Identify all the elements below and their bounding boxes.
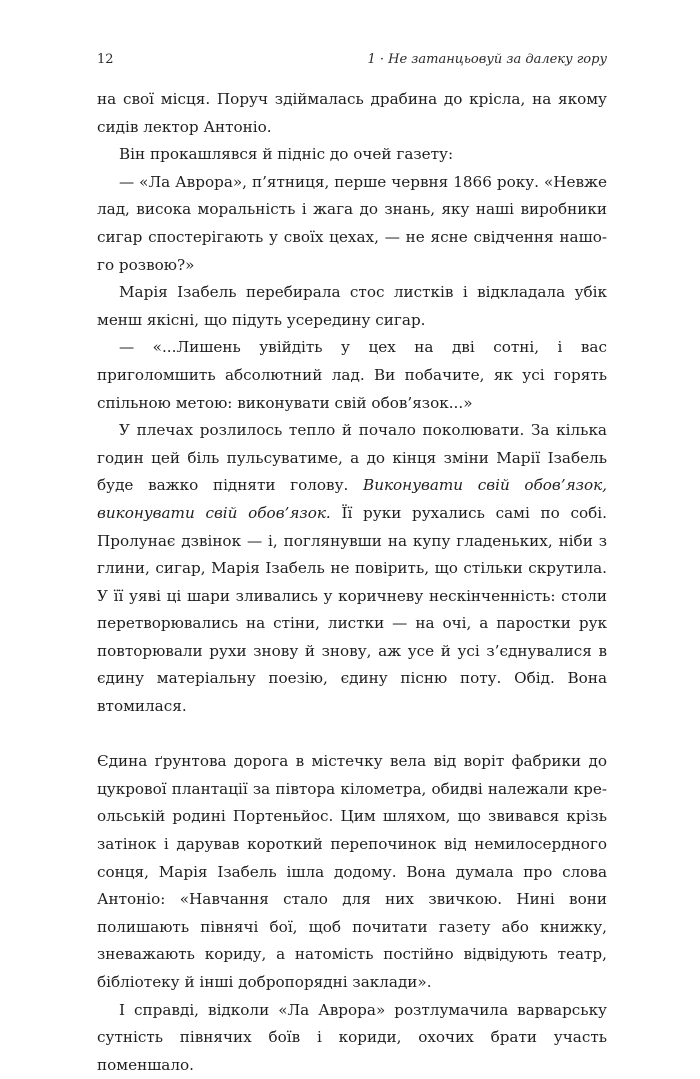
paragraph: Він прокашлявся й підніс до очей газету: <box>119 145 454 164</box>
paragraph: Єдина ґрунтова дорога в містечку вела від воріт фабрики до цукрової плантації за півтора кілометра, обидві належали креольській родині Портеньйос. Цим шляхом, що звивався крізь затінок і дарував короткий перепочинок від немилосердного сонця, Марія Ізабель ішла додому. Вона думала про слова Антоніо: «Навчання стало для них звичкою. Нині вони полишають півнячі бої, щоб почитати газету або книжку, зневажають кориду, а натомість постійно відвідують театр, бібліотеку й інші добропорядні заклади». <box>97 752 607 991</box>
paragraph: на свої місця. Поруч здіймалась драбина до крісла, на якому сидів лектор Антоніо. <box>97 90 607 136</box>
paragraph: — «Ла Аврора», п’ятниця, перше червня 1866 року. «Невже лад, висока моральність і жага до знань, яку наші виробники сигар спостерігають у своїх цехах, — не ясне свідчення нашого розвою?» <box>97 172 607 274</box>
italic-quote: Виконувати свій обов’язок, виконувати свій обов’язок. <box>97 476 607 522</box>
section-break <box>97 721 607 749</box>
paragraph <box>97 417 607 721</box>
page-number: 12 <box>97 52 114 67</box>
running-head <box>97 52 607 74</box>
paragraph: І справді, відколи «Ла Аврора» розтлумачила варварську сутність півнячих боїв і кориди, охочих брати участь поменшало. <box>97 1000 607 1074</box>
paragraph: — «...Лишень увійдіть у цех на дві сотні, і вас приголомшить абсолютний лад. Ви побачите, як усі горять спільною метою: виконувати свій обов’язок...» <box>97 338 607 412</box>
paragraph: Марія Ізабель перебирала стос листків і відкладала убік менш якісні, що підуть усередину сигар. <box>97 283 607 329</box>
body-text <box>97 86 607 1079</box>
chapter-title: 1 · Не затанцьовуй за далеку гору <box>367 52 607 67</box>
paragraph-text: У плечах розлилось тепло й почало поколювати. За кілька годин цей біль пульсуватиме, а до кінця зміни Марії Ізабель буде важко підняти голову. <box>97 421 607 495</box>
paragraph-text: Її руки рухались самі по собі. Пролунає дзвінок — і, поглянувши на купу гладеньких, ніби з глини, сигар, Марія Ізабель не повірить, що стільки скрутила. У її уяві ці шари зливались у коричневу нескінченність: столи перетворювались на стіни, листки — на очі, а паростки рук повторювали рухи знову й знову, аж усе й усі з’єднувалися в єдину матеріальну поезію, єдину пісню поту. Обід. Вона втомилася. <box>97 503 607 716</box>
